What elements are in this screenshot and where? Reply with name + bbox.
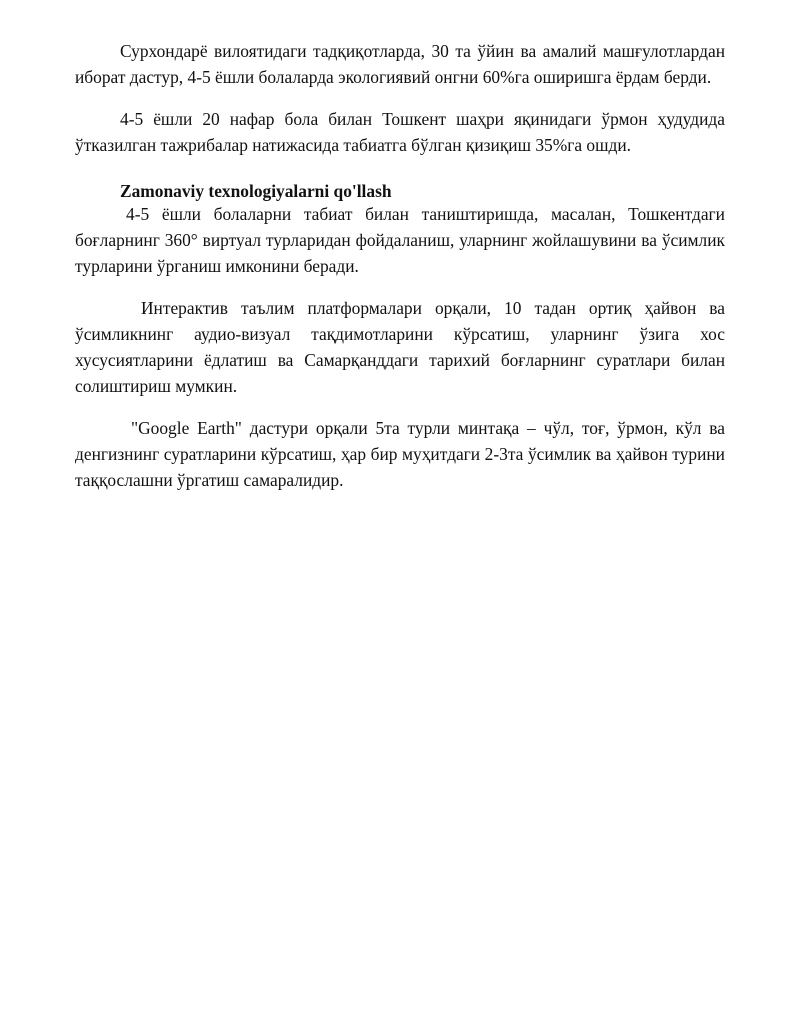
- section-heading: Zamonaviy texnologiyalarni qo'llash: [120, 181, 392, 201]
- paragraph-research-results: Сурхондарё вилоятидаги тадқиқотларда, 30 та ўйин ва амалий машғулотлардан иборат дастур, 4-5 ёшли болаларда экологиявий онгни 60%га оширишга ёрдам берди.: [75, 41, 725, 87]
- document-page: [75, 38, 725, 493]
- paragraph-virtual-tours: 4-5 ёшли болаларни табиат билан таништиришда, масалан, Тошкентдаги боғларнинг 360° виртуал турларидан фойдаланиш, уларнинг жойлашувини ва ўсимлик турларини ўрганиш имконини беради.: [75, 204, 725, 276]
- paragraph-google-earth: "Google Earth" дастури орқали 5та турли минтақа – чўл, тоғ, ўрмон, кўл ва денгизнинг суратларини кўрсатиш, ҳар бир муҳитдаги 2-3та ўсимлик ва ҳайвон турини таққослашни ўргатиш самаралидир.: [75, 418, 725, 490]
- paragraph-interactive-platforms: Интерактив таълим платформалари орқали, 10 тадан ортиқ ҳайвон ва ўсимликнинг аудио-визуал тақдимотларини кўрсатиш, уларнинг ўзига хос хусусиятларини ёдлатиш ва Самарқанддаги тарихий боғларнинг суратлари билан солиштириш мумкин.: [75, 298, 725, 396]
- paragraph-forest-experiment: 4-5 ёшли 20 нафар бола билан Тошкент шаҳри яқинидаги ўрмон ҳудудида ўтказилган тажрибалар натижасида табиатга бўлган қизиқиш 35%га ошди.: [75, 109, 725, 155]
